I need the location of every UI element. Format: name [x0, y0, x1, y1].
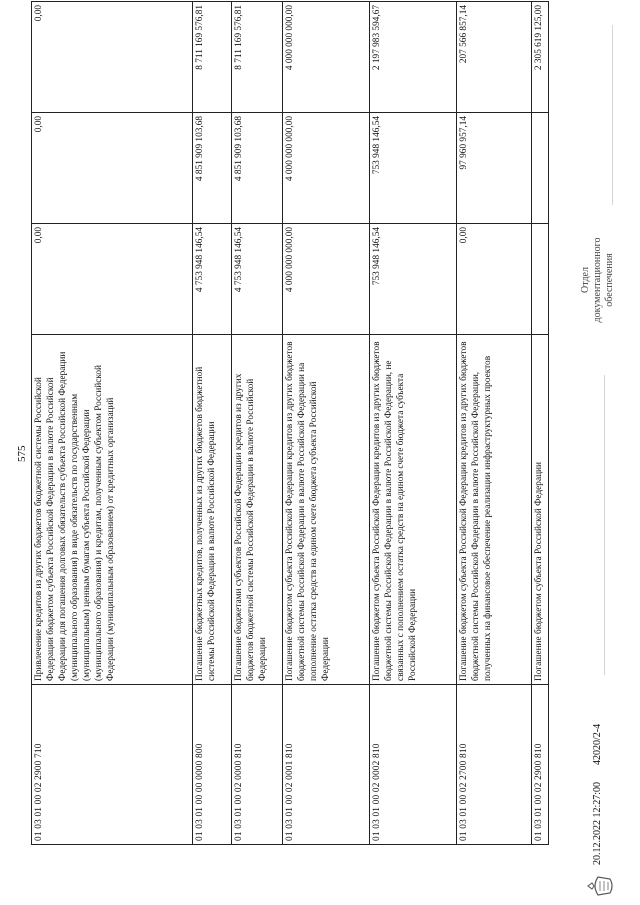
row-value-1: 753 948 146,54 [370, 224, 457, 335]
row-value-3: 0,00 [32, 2, 193, 113]
table-row [232, 2, 283, 845]
stamp-line-2: обеспечения [604, 253, 615, 307]
row-code: 01 03 01 00 02 0001 810 [283, 685, 370, 845]
row-value-1: 0,00 [32, 224, 193, 335]
row-value-3: 2 197 983 594,67 [370, 2, 457, 113]
row-value-2: 0,00 [32, 113, 193, 224]
table-row [532, 2, 549, 845]
stamp-line-1: Отдел документационного [580, 237, 603, 323]
row-code: 01 03 01 00 02 2900 810 [532, 685, 549, 845]
row-value-2 [532, 113, 549, 224]
row-value-2: 4 851 909 103,68 [193, 113, 232, 224]
row-code: 01 03 01 00 02 0002 810 [370, 685, 457, 845]
row-value-3: 8 711 169 576,81 [232, 2, 283, 113]
row-description: Погашение бюджетами субъектов Российской Федерации кредитов из других бюджетов бюджетной системы Российской Федерации в валюте Российской Федерации [232, 335, 283, 685]
scan-artifact-line [604, 375, 605, 675]
row-value-3: 4 000 000 000,00 [283, 2, 370, 113]
row-description: Погашение бюджетом субъекта Российской Федерации кредитов из других бюджетов бюджетной системы Российской Федерации в валюте Российской Федерации, полученных на финансовое обеспечение реализации инфраструктурных проектов [457, 335, 532, 685]
row-description: Привлечение кредитов из других бюджетов бюджетной системы Российской Федерации бюджетом субъекта Российской Федерации в валюте Российской Федерации для погашения долговых обязательств субъекта Российской Федерации (муниципального образования) в виде обязательств по государственным (муниципальным) ценным бумагам субъекта Российской Федерации (муниципального образования) и кредитам, полученным субъектом Российской Федерации (муниципальным образованием) от кредитных организаций [32, 335, 193, 685]
row-value-1: 4 753 948 146,54 [193, 224, 232, 335]
table-row [370, 2, 457, 845]
row-value-1: 4 000 000 000,00 [283, 224, 370, 335]
row-code: 01 03 01 00 02 2900 710 [32, 685, 193, 845]
row-value-1: 4 753 948 146,54 [232, 224, 283, 335]
table-row [283, 2, 370, 845]
table-row [193, 2, 232, 845]
row-value-1: 0,00 [457, 224, 532, 335]
table-row [457, 2, 532, 845]
budget-table [31, 1, 549, 845]
footer-date: 20.12.2022 12:27:00 [592, 781, 603, 865]
row-value-3: 207 566 857,14 [457, 2, 532, 113]
row-value-2: 753 948 146,54 [370, 113, 457, 224]
emblem-icon [586, 873, 616, 899]
row-code: 01 03 01 00 02 2700 810 [457, 685, 532, 845]
row-value-2: 97 960 957,14 [457, 113, 532, 224]
page-number: 575 [16, 445, 28, 462]
row-description: Погашение бюджетом субъекта Российской Федерации [532, 335, 549, 685]
row-description: Погашение бюджетом субъекта Российской Федерации кредитов из других бюджетов бюджетной системы Российской Федерации в валюте Российской Федерации, не связанных с пополнением остатка средств на едином счете бюджета субъекта Российской Федерации [370, 335, 457, 685]
row-value-1 [532, 224, 549, 335]
footer-doc-code: 42020/2-4 [592, 723, 603, 765]
row-code: 01 03 01 00 00 0000 800 [193, 685, 232, 845]
table-row [32, 2, 193, 845]
row-value-3: 2 305 619 125,00 [532, 2, 549, 113]
row-value-3: 8 711 169 576,81 [193, 2, 232, 113]
row-description: Погашение бюджетных кредитов, полученных из других бюджетов бюджетной системы Российской Федерации в валюте Российской Федерации [193, 335, 232, 685]
row-value-2: 4 851 909 103,68 [232, 113, 283, 224]
row-description: Погашение бюджетом субъекта Российской Федерации кредитов из других бюджетов бюджетной системы Российской Федерации в валюте Российской Федерации на пополнение остатка средств на едином счете бюджета субъекта Российской Федерации [283, 335, 370, 685]
department-stamp [580, 235, 616, 325]
scan-artifact-line [612, 25, 613, 205]
row-value-2: 4 000 000 000,00 [283, 113, 370, 224]
row-code: 01 03 01 00 02 0000 810 [232, 685, 283, 845]
